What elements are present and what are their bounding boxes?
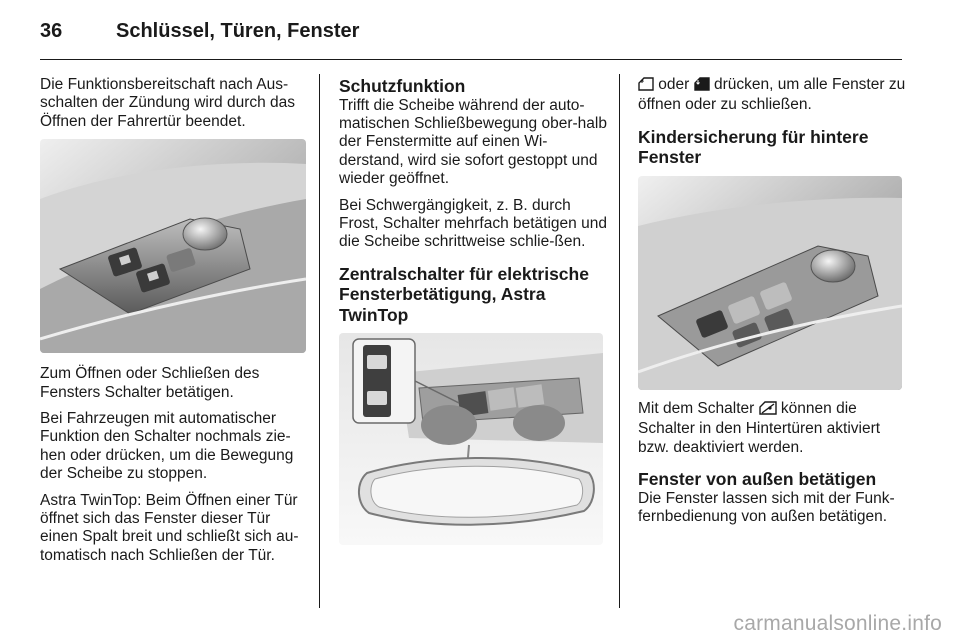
door-switch-illustration <box>40 139 306 353</box>
column-divider-2 <box>619 74 620 608</box>
paragraph-ignition-off: Die Funktionsbereitschaft nach Aus-schalten der Zündung wird durch das Öffnen der Fahrertür beendet. <box>40 76 296 130</box>
paragraph-remote-control: Die Fenster lassen sich mit der Funk-fernbedienung von außen betätigen. <box>638 489 895 525</box>
text-open-close-all: drücken, um alle Fenster zu öffnen oder zu schließen. <box>638 76 906 114</box>
text-with-switch: Mit dem Schalter <box>638 399 759 417</box>
child-lock-icon <box>759 401 777 420</box>
window-open-icon <box>638 77 654 96</box>
heading-operate-from-outside: Fenster von außen betätigen <box>638 469 877 490</box>
page-number: 36 <box>40 20 63 42</box>
window-close-icon <box>694 77 710 96</box>
column-3 <box>638 76 906 534</box>
heading-child-lock: Kindersicherung für hintere Fenster <box>638 126 869 168</box>
paragraph-operate-switch: Zum Öffnen oder Schließen des Fensters Schalter betätigen. <box>40 365 260 401</box>
figure-central-switch <box>339 333 603 545</box>
figure-door-window-switches <box>40 139 306 353</box>
paragraph-frost: Bei Schwergängigkeit, z. B. durch Frost, Schalter mehrfach betätigen und die Scheibe schrittweise schlie-ßen. <box>339 196 607 251</box>
paragraph-twintop-door: Astra TwinTop: Beim Öffnen einer Tür öffnet sich das Fenster dieser Tür einen Spalt breit und schließt sich au-tomatisch nach Schließen der Tür. <box>40 491 299 564</box>
page-header <box>40 16 902 56</box>
watermark: carmanualsonline.info <box>733 612 942 635</box>
text-oder: oder <box>654 76 694 93</box>
page-title: Schlüssel, Türen, Fenster <box>116 20 360 42</box>
child-lock-illustration <box>638 176 902 390</box>
column-2 <box>339 76 607 545</box>
header-divider <box>40 59 902 60</box>
paragraph-protection: Trifft die Scheibe während der auto-matischen Schließbewegung ober-halb der Fenstermitte auf einen Wi-derstand, wird sie sofort gestoppt und wieder geöffnet. <box>339 96 607 188</box>
heading-central-switch: Zentralschalter für elektrische Fensterbetätigung, Astra TwinTop <box>339 263 589 325</box>
text-rear-door-switches: können die Schalter in den Hintertüren aktiviert bzw. deaktiviert werden. <box>638 399 881 456</box>
central-switch-illustration <box>339 333 603 545</box>
column-divider-1 <box>319 74 320 608</box>
figure-child-lock-switch <box>638 176 902 390</box>
heading-protection-function: Schutzfunktion <box>339 76 466 96</box>
column-1 <box>40 76 308 573</box>
paragraph-automatic-function: Bei Fahrzeugen mit automatischer Funktion den Schalter nochmals zie-hen oder drücken, um die Bewegung der Scheibe zu stoppen. <box>40 410 294 483</box>
